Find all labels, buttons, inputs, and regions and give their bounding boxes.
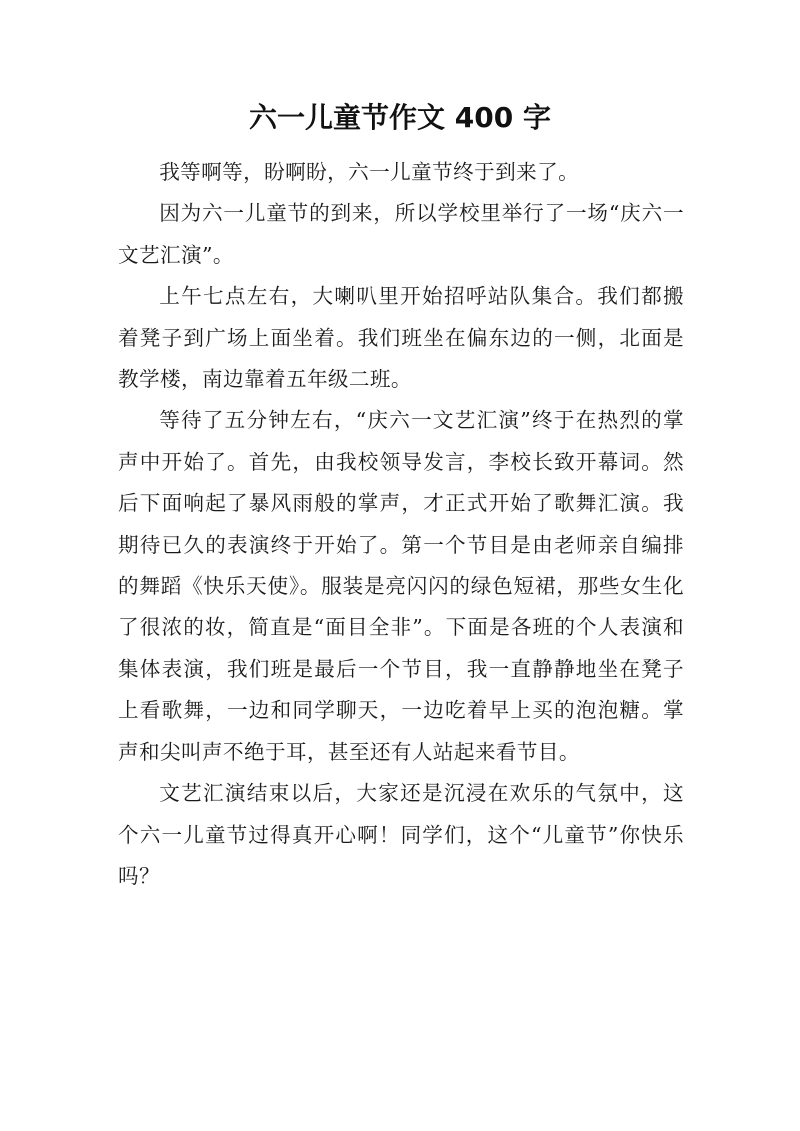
paragraph-3: 上午七点左右，大喇叭里开始招呼站队集合。我们都搬着凳子到广场上面坐着。我们班坐在偏东边的一侧，北面是教学楼，南边靠着五年级二班。: [118, 284, 684, 392]
document-title: 六一儿童节作文 400 字: [249, 101, 551, 134]
paragraph-2: 因为六一儿童节的到来，所以学校里举行了一场“庆六一文艺汇演”。: [118, 201, 684, 267]
paragraph-1: 我等啊等，盼啊盼，六一儿童节终于到来了。: [159, 160, 580, 184]
paragraph-5: 文艺汇演结束以后，大家还是沉浸在欢乐的气氛中，这个六一儿童节过得真开心啊！同学们，这个“儿童节”你快乐吗？: [118, 781, 684, 888]
document-body: [118, 152, 684, 897]
paragraph-4: 等待了五分钟左右，“庆六一文艺汇演”终于在热烈的掌声中开始了。首先，由我校领导发言，李校长致开幕词。然后下面响起了暴风雨般的掌声，才正式开始了歌舞汇演。我期待已久的表演终于开始了。第一个节目是由老师亲自编排的舞蹈《快乐天使》。服装是亮闪闪的绿色短裙，那些女生化了很浓的妆，简直是“面目全非”。下面是各班的个人表演和集体表演，我们班是最后一个节目，我一直静静地坐在凳子上看歌舞，一边和同学聊天，一边吃着早上买的泡泡糖。掌声和尖叫声不绝于耳，甚至还有人站起来看节目。: [118, 408, 684, 764]
